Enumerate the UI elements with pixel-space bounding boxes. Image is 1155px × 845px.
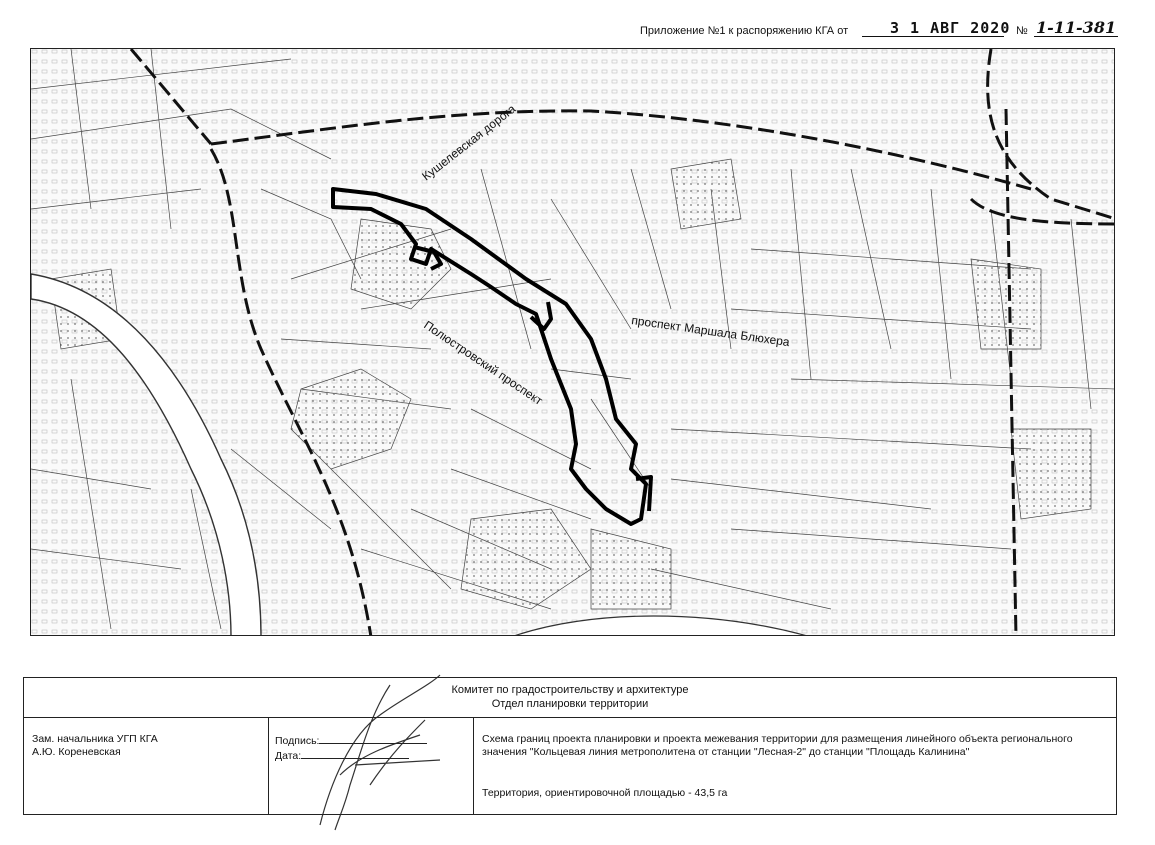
description-cell [474, 718, 1118, 814]
title-block [23, 677, 1117, 815]
date-stamp: 3 1 АВГ 2020 [890, 19, 1011, 37]
order-number: 1-11-381 [1036, 18, 1117, 37]
person-name: А.Ю. Кореневская [32, 746, 121, 758]
responsible-person-cell [24, 718, 269, 814]
date-label: Дата: [275, 750, 302, 762]
position-title: Зам. начальника УГП КГА [32, 733, 158, 745]
street-label-polyustrovsky: Полюстровский проспект [421, 317, 546, 408]
committee-name: Комитет по градостроительству и архитектуре [451, 684, 689, 696]
department-name: Отдел планировки территории [491, 698, 649, 710]
number-label: № [1016, 25, 1028, 37]
city-map[interactable] [30, 48, 1115, 636]
appendix-label: Приложение №1 к распоряжению КГА от [640, 25, 849, 37]
signature-label: Подпись: [275, 735, 320, 747]
title-block-header [24, 678, 1116, 718]
appendix-header [0, 20, 1155, 44]
scheme-description: Схема границ проекта планировки и проекта межевания территории для размещения линейного объекта регионального значения "Кольцевая линия метрополитена от станции "Лесная-2" до станции "Площадь Калинина" [482, 733, 1073, 758]
street-label-kushelevskaya: Кушелевская дорога [419, 101, 519, 184]
area-text: Территория, ориентировочной площадью - 43,5 га [482, 787, 728, 799]
street-label-blyukhera: проспект Маршала Блюхера [630, 313, 791, 350]
map-canvas [31, 49, 1115, 636]
signature-cell [269, 718, 474, 814]
